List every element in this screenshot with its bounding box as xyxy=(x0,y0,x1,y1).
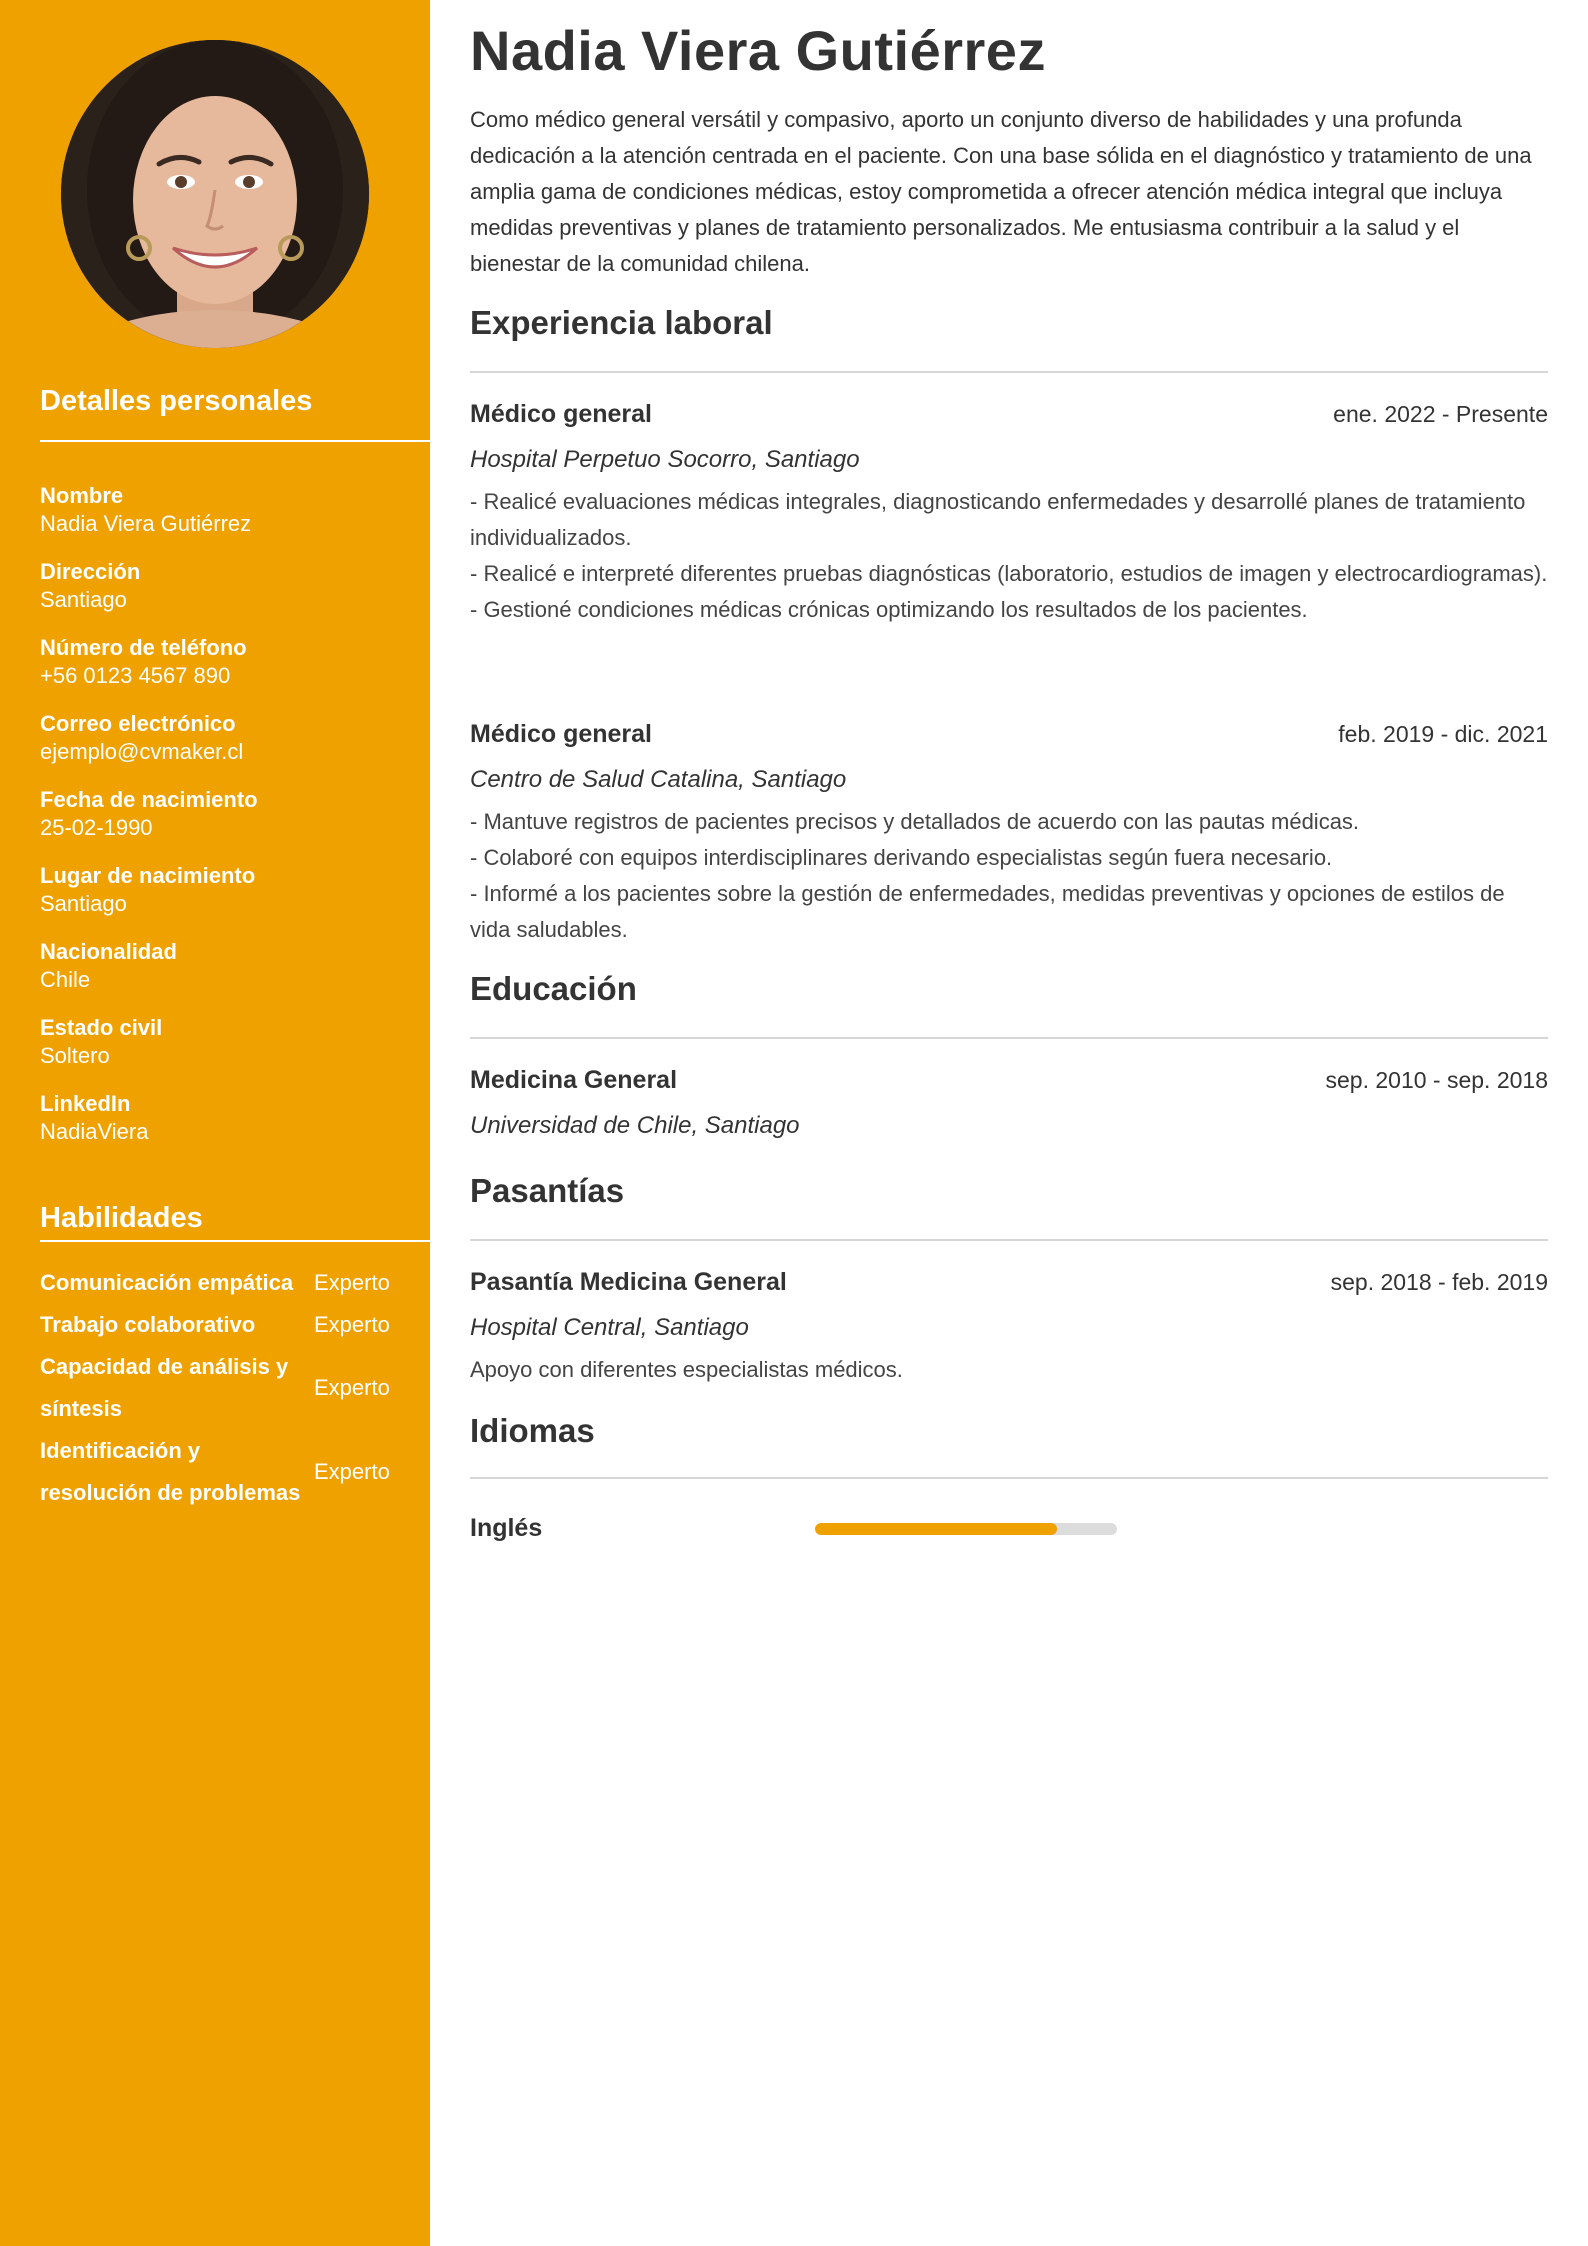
skill-item xyxy=(40,1304,410,1346)
detail-label: Número de teléfono xyxy=(40,635,247,660)
skill-level: Experto xyxy=(314,1270,390,1295)
entry-dates: feb. 2019 - dic. 2021 xyxy=(1338,721,1548,747)
detail-value: 25-02-1990 xyxy=(40,815,153,840)
skill-name: Capacidad de análisis y síntesis xyxy=(40,1354,289,1421)
entry-header xyxy=(470,1066,1548,1106)
detail-value: Nadia Viera Gutiérrez xyxy=(40,511,252,536)
skill-item xyxy=(40,1262,410,1304)
experience-title: Experiencia laboral xyxy=(470,304,773,341)
entry-bullet: - Informé a los pacientes sobre la gestión de enfermedades, medidas preventivas y opciones de estilos de vida saludables. xyxy=(470,881,1505,942)
entry-bullet: - Realicé evaluaciones médicas integrales, diagnosticando enfermedades y desarrollé planes de tratamiento individualizados. xyxy=(470,489,1526,550)
entry-role: Médico general xyxy=(470,400,652,428)
skills-title: Habilidades xyxy=(40,1202,203,1234)
languages-title: Idiomas xyxy=(470,1412,595,1449)
entry-header xyxy=(470,1268,1548,1308)
entry-role: Médico general xyxy=(470,720,652,748)
skill-level: Experto xyxy=(314,1312,390,1337)
entry-bullet: - Gestioné condiciones médicas crónicas optimizando los resultados de los pacientes. xyxy=(470,597,1308,622)
detail-name xyxy=(40,482,410,558)
skill-item xyxy=(40,1430,410,1514)
entry-dates: ene. 2022 - Presente xyxy=(1333,401,1548,427)
language-name: Inglés xyxy=(470,1514,543,1542)
detail-value: Soltero xyxy=(40,1043,110,1068)
entry-organization: Centro de Salud Catalina, Santiago xyxy=(470,766,847,793)
entry-bullet: - Colaboré con equipos interdisciplinares derivando especialistas según fuera necesario. xyxy=(470,845,1333,870)
detail-label: Lugar de nacimiento xyxy=(40,863,256,888)
education-title: Educación xyxy=(470,970,637,1007)
detail-label: Nacionalidad xyxy=(40,939,177,964)
entry-description: Apoyo con diferentes especialistas médicos. xyxy=(470,1357,903,1382)
language-level-fill xyxy=(815,1523,1057,1535)
detail-value: Santiago xyxy=(40,587,127,612)
entry-bullet: - Realicé e interpreté diferentes pruebas diagnósticas (laboratorio, estudios de imagen y electrocardiogramas). xyxy=(470,561,1548,586)
entry-description xyxy=(470,484,1548,628)
entry-organization: Hospital Perpetuo Socorro, Santiago xyxy=(470,446,860,473)
skills-list xyxy=(40,1262,410,1514)
entry-description xyxy=(470,804,1548,948)
internships-divider xyxy=(470,1239,1548,1241)
sidebar xyxy=(0,0,430,2246)
entry-bullet: - Mantuve registros de pacientes precisos y detallados de acuerdo con las pautas médicas. xyxy=(470,809,1360,834)
detail-label: Correo electrónico xyxy=(40,711,236,736)
education-divider xyxy=(470,1037,1548,1039)
languages-divider xyxy=(470,1477,1548,1479)
entry-role: Pasantía Medicina General xyxy=(470,1268,787,1296)
entry-organization: Universidad de Chile, Santiago xyxy=(470,1112,800,1139)
candidate-name: Nadia Viera Gutiérrez xyxy=(470,19,1046,82)
education-entry xyxy=(470,1066,1548,1146)
personal-details-list xyxy=(40,482,410,1166)
skill-name: Trabajo colaborativo xyxy=(40,1312,256,1337)
profile-photo-illustration xyxy=(61,40,369,348)
experience-entry xyxy=(470,720,1548,948)
detail-value: NadiaViera xyxy=(40,1119,149,1144)
detail-value: ejemplo@cvmaker.cl xyxy=(40,739,244,764)
detail-linkedin xyxy=(40,1090,410,1166)
detail-label: Nombre xyxy=(40,483,124,508)
personal-details-title: Detalles personales xyxy=(40,385,313,417)
detail-birth-date xyxy=(40,786,410,862)
detail-label: Estado civil xyxy=(40,1015,163,1040)
skill-name: Comunicación empática xyxy=(40,1270,294,1295)
experience-divider xyxy=(470,371,1548,373)
skills-divider xyxy=(40,1240,430,1242)
detail-label: LinkedIn xyxy=(40,1091,131,1116)
internship-entry xyxy=(470,1268,1548,1388)
detail-label: Fecha de nacimiento xyxy=(40,787,258,812)
entry-header xyxy=(470,400,1548,440)
skill-level: Experto xyxy=(314,1459,390,1484)
detail-address xyxy=(40,558,410,634)
detail-email xyxy=(40,710,410,786)
skill-name: Identificación y resolución de problemas xyxy=(40,1438,301,1505)
detail-marital-status xyxy=(40,1014,410,1090)
detail-birth-place xyxy=(40,862,410,938)
detail-nationality xyxy=(40,938,410,1014)
entry-header xyxy=(470,720,1548,760)
detail-value: Santiago xyxy=(40,891,127,916)
entry-organization: Hospital Central, Santiago xyxy=(470,1314,749,1341)
personal-details-divider xyxy=(40,440,430,442)
profile-summary: Como médico general versátil y compasivo, aporto un conjunto diverso de habilidades y una profunda dedicación a la atención centrada en el paciente. Con una base sólida en el diagnóstico y tratamiento de una amplia gama de condiciones médicas, estoy comprometida a ofrecer atención médica integral que incluya medidas preventivas y planes de tratamiento personalizados. Me entusiasma contribuir a la salud y el bienestar de la comunidad chilena. xyxy=(470,107,1532,276)
detail-label: Dirección xyxy=(40,559,141,584)
entry-dates: sep. 2010 - sep. 2018 xyxy=(1325,1067,1548,1093)
skill-level: Experto xyxy=(314,1375,390,1400)
entry-dates: sep. 2018 - feb. 2019 xyxy=(1330,1269,1548,1295)
internships-title: Pasantías xyxy=(470,1172,625,1209)
entry-degree: Medicina General xyxy=(470,1066,678,1094)
detail-value: Chile xyxy=(40,967,91,992)
skill-item xyxy=(40,1346,410,1430)
language-level-bar xyxy=(815,1523,1117,1535)
profile-photo xyxy=(61,40,369,348)
experience-entry xyxy=(470,400,1548,628)
detail-value: +56 0123 4567 890 xyxy=(40,663,231,688)
language-item xyxy=(470,1508,1548,1548)
detail-phone xyxy=(40,634,410,710)
